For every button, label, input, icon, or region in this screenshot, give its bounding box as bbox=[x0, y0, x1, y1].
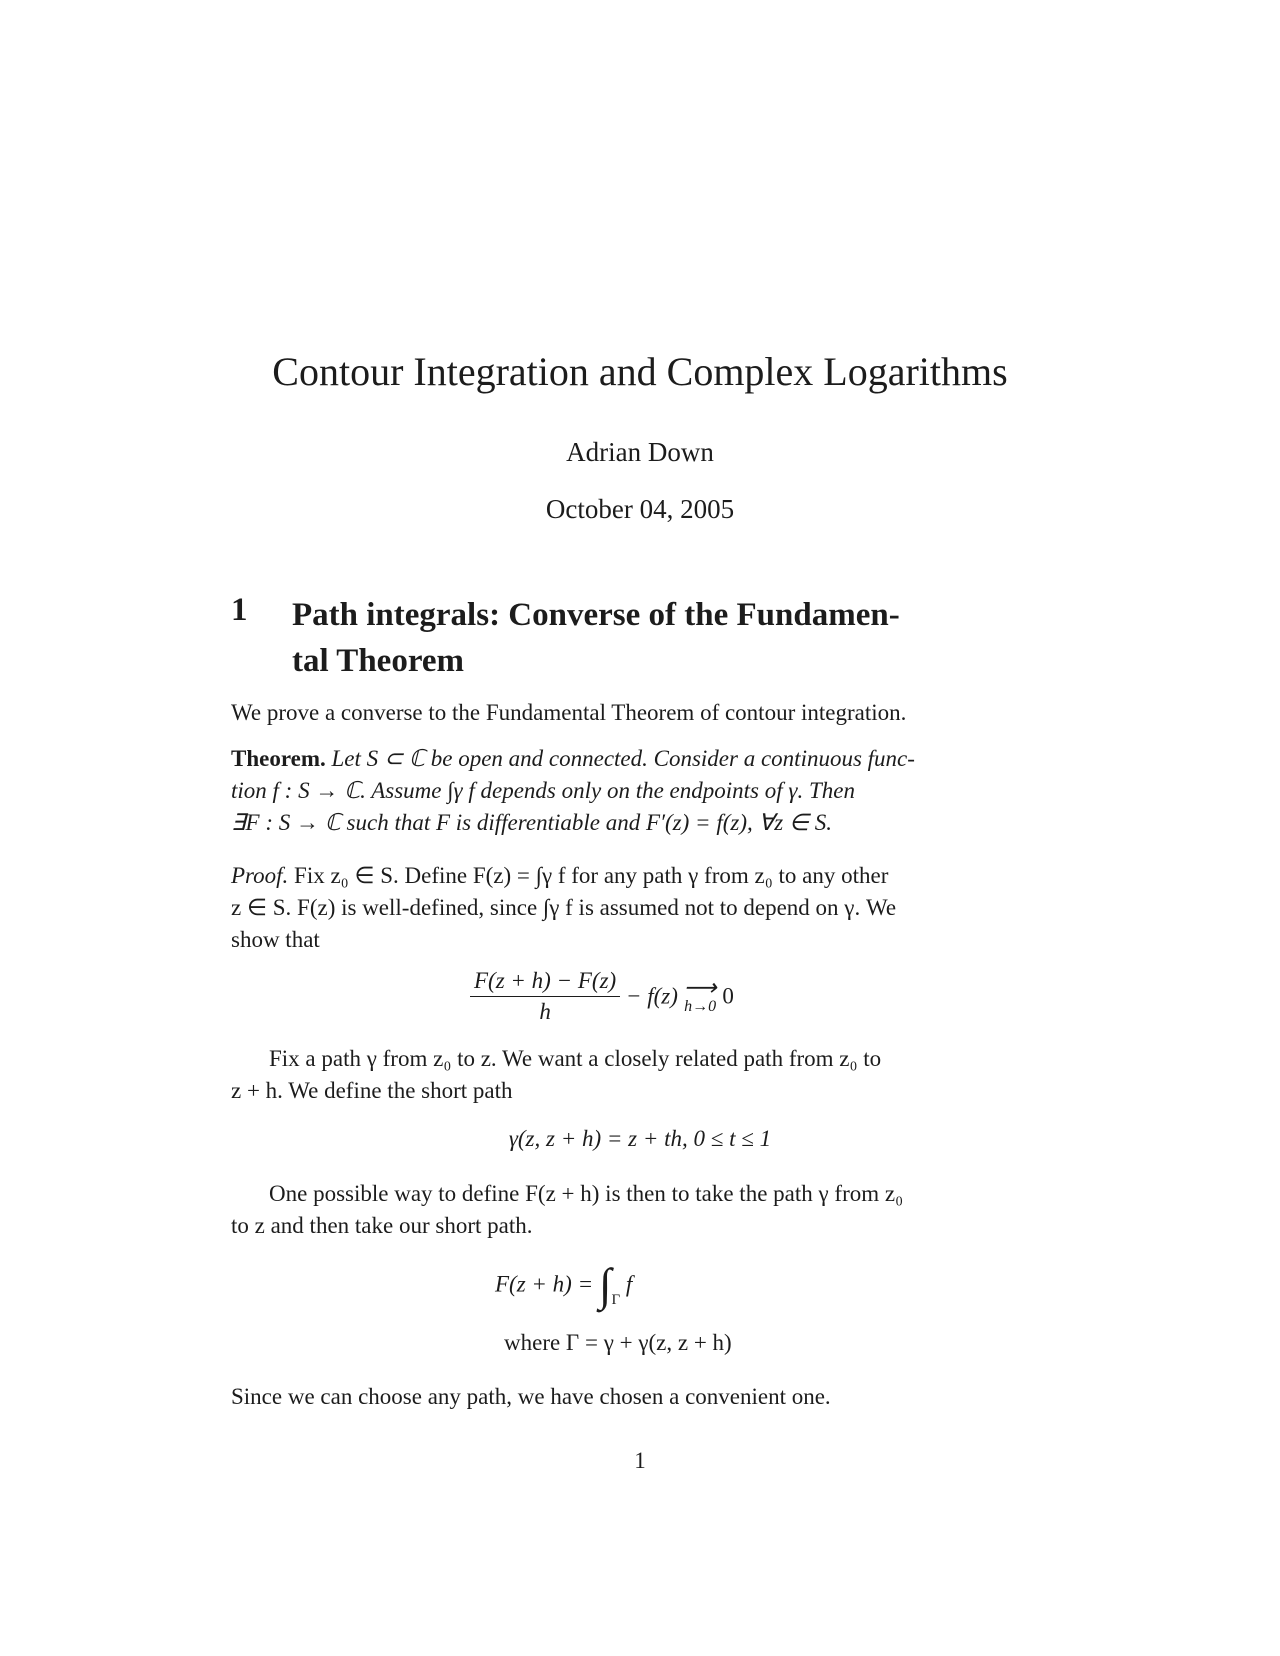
theorem-label: Theorem. bbox=[231, 746, 326, 771]
closing-paragraph: Since we can choose any path, we have chosen a convenient one. bbox=[231, 1384, 831, 1409]
theorem-line3: ∃F : S → ℂ such that F is differentiable and F′(z) = f(z), ∀z ∈ S. bbox=[231, 810, 832, 835]
integral-sign: ∫ bbox=[598, 1259, 612, 1310]
para2-line1: Fix a path γ from z₀ to z. We want a closely related path from z₀ to bbox=[269, 1046, 882, 1071]
theorem-line1 bbox=[231, 743, 1046, 775]
theorem-line2: tion f : S → ℂ. Assume ∫γ f depends only on the endpoints of γ. Then bbox=[231, 778, 855, 803]
limit-equation bbox=[470, 968, 734, 1025]
limit-subscript: h→0 bbox=[684, 997, 717, 1015]
proof-text-1: Fix z₀ ∈ S. Define F(z) = ∫γ f for any path γ from z₀ to any other bbox=[294, 863, 889, 888]
proof-label: Proof. bbox=[231, 863, 289, 888]
integral-subscript: Γ bbox=[611, 1291, 621, 1308]
section-title-line2: tal Theorem bbox=[292, 643, 465, 679]
para2-line2: z + h. We define the short path bbox=[231, 1078, 513, 1103]
limit-arrow bbox=[683, 974, 717, 1016]
eq3-integrand: f bbox=[625, 1271, 633, 1297]
eq1-rest: − f(z) bbox=[625, 983, 678, 1009]
where-clause: where Γ = γ + γ(z, z + h) bbox=[504, 1330, 732, 1355]
eq1-numerator: F(z + h) − F(z) bbox=[470, 968, 620, 997]
paper-date: October 04, 2005 bbox=[545, 494, 735, 524]
short-path-equation: γ(z, z + h) = z + th, 0 ≤ t ≤ 1 bbox=[508, 1126, 772, 1151]
proof-line3: show that bbox=[231, 927, 320, 952]
section-title-line1: Path integrals: Converse of the Fundamen- bbox=[292, 597, 900, 633]
para3-line2: to z and then take our short path. bbox=[231, 1213, 533, 1238]
paper-title: Contour Integration and Complex Logarithms bbox=[272, 349, 1008, 394]
proof-block bbox=[231, 860, 1046, 956]
eq1-denominator: h bbox=[539, 999, 551, 1024]
page-number: 1 bbox=[634, 1448, 646, 1473]
section-number: 1 bbox=[231, 592, 248, 628]
para3-line1: One possible way to define F(z + h) is then to take the path γ from z₀ bbox=[269, 1181, 904, 1206]
define-paragraph bbox=[231, 1178, 1046, 1242]
integral-equation bbox=[495, 1258, 632, 1311]
arrow-icon: ⟶ bbox=[683, 974, 717, 1000]
path-paragraph bbox=[231, 1043, 1046, 1107]
difference-quotient bbox=[470, 968, 620, 1025]
theorem-text-1: Let S ⊂ ℂ be open and connected. Consider a continuous func- bbox=[331, 746, 915, 771]
theorem-block bbox=[231, 743, 1046, 839]
section-title bbox=[292, 592, 1052, 684]
intro-paragraph: We prove a converse to the Fundamental Theorem of contour integration. bbox=[231, 700, 907, 725]
eq1-result: 0 bbox=[722, 983, 734, 1009]
author-name: Adrian Down bbox=[566, 437, 714, 467]
eq3-lhs: F(z + h) = bbox=[495, 1271, 594, 1297]
proof-line2: z ∈ S. F(z) is well-defined, since ∫γ f is assumed not to depend on γ. We bbox=[231, 895, 897, 920]
proof-line1 bbox=[231, 860, 1046, 892]
